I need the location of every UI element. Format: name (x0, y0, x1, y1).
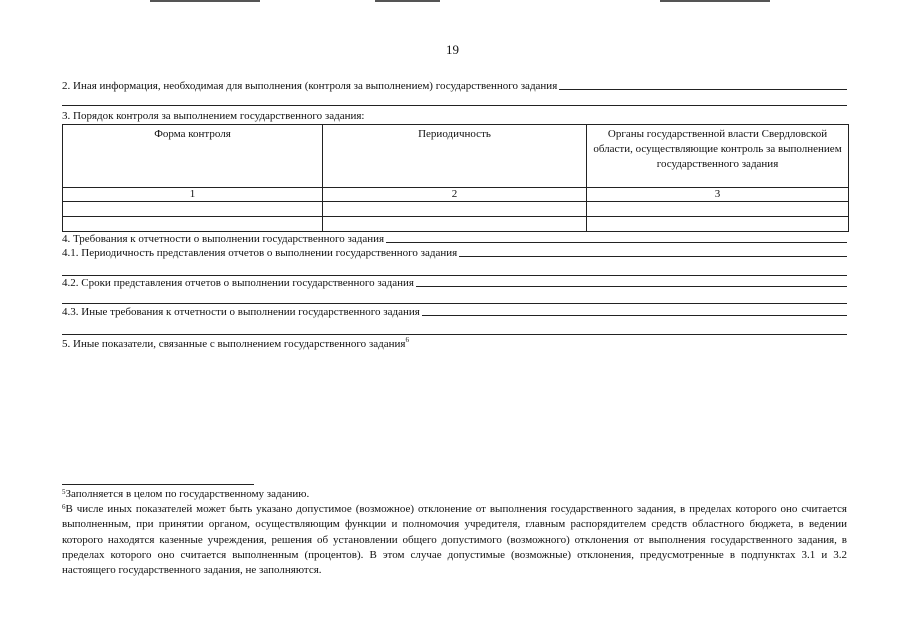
table-cell[interactable] (63, 217, 323, 232)
header-authorities: Органы государственной власти Свердловской области, осуществляющие контроль за выполнением государственного задания (587, 125, 849, 188)
table-row (63, 217, 849, 232)
section-4-3-text: 4.3. Иные требования к отчетности о выполнении государственного задания (62, 306, 420, 318)
col-number: 2 (323, 188, 587, 202)
blank-line[interactable] (62, 303, 847, 304)
col-number: 3 (587, 188, 849, 202)
footnote-mark: 5 (62, 488, 66, 496)
footnote-5-text: Заполняется в целом по государственному заданию. (65, 488, 310, 500)
control-table (62, 124, 849, 232)
col-number: 1 (63, 188, 323, 202)
table-cell[interactable] (587, 202, 849, 217)
footnote-ref-6[interactable]: 6 (405, 336, 409, 344)
section-3-title-line (62, 110, 847, 122)
table-cell[interactable] (587, 217, 849, 232)
fill-line[interactable] (459, 256, 847, 257)
section-4-2-text: 4.2. Сроки представления отчетов о выполнении государственного задания (62, 277, 414, 289)
header-periodicity: Периодичность (323, 125, 587, 188)
section-2-line (62, 80, 847, 92)
section-4-title: 4. Требования к отчетности о выполнении государственного задания (62, 233, 385, 245)
footnote-mark: 6 (62, 503, 66, 511)
fill-line[interactable] (559, 89, 847, 90)
section-4-2-line (62, 277, 847, 289)
section-4-3-line (62, 306, 847, 318)
section-5-label: 5. Иные показатели, связанные с выполнением государственного задания (62, 338, 406, 350)
section-2-text: 2. Иная информация, необходимая для выполнения (контроля за выполнением) государственного задания (62, 80, 558, 92)
fill-line[interactable] (422, 315, 847, 316)
table-cell[interactable] (323, 217, 587, 232)
section-4-1-line (62, 247, 847, 259)
blank-line[interactable] (62, 105, 847, 106)
scan-artifact (375, 0, 440, 2)
section-3-title: 3. Порядок контроля за выполнением государственного задания: (62, 110, 365, 122)
section-5-line (62, 338, 847, 350)
footnote-separator (62, 484, 254, 485)
section-4-1-text: 4.1. Периодичность представления отчетов о выполнении государственного задания (62, 247, 458, 259)
table-cell[interactable] (323, 202, 587, 217)
blank-line[interactable] (62, 275, 847, 276)
blank-line[interactable] (62, 334, 847, 335)
footnote-6-text: В числе иных показателей может быть указано допустимое (возможное) отклонение от выполнения государственного задания, в пределах которого оно считается выполненным, при принятии органом, осуществляющим функции и полномочия учредителя, главным распорядителем средств областного бюджета, в ведении которого находятся казенные учреждения, решения об установлении общего допустимого (возможного) отклонения от выполнения государственного задания, в пределах которого оно считается выполненным (процентов). В этом случае допустимые (возможные) отклонения, предусмотренные в подпунктах 3.1 и 3.2 настоящего государственного задания, не заполняются. (62, 503, 847, 577)
fill-line[interactable] (386, 242, 847, 243)
fill-line[interactable] (416, 286, 847, 287)
table-number-row (63, 188, 849, 202)
section-5-text (62, 338, 409, 350)
table-row (63, 202, 849, 217)
footnote-6 (62, 502, 847, 578)
page-number: 19 (446, 42, 459, 57)
footnote-5 (62, 487, 309, 501)
scan-artifact (150, 0, 260, 2)
table-header-row (63, 125, 849, 188)
section-4-title-line (62, 233, 847, 245)
scan-artifact (660, 0, 770, 2)
table-cell[interactable] (63, 202, 323, 217)
header-control-form: Форма контроля (63, 125, 323, 188)
